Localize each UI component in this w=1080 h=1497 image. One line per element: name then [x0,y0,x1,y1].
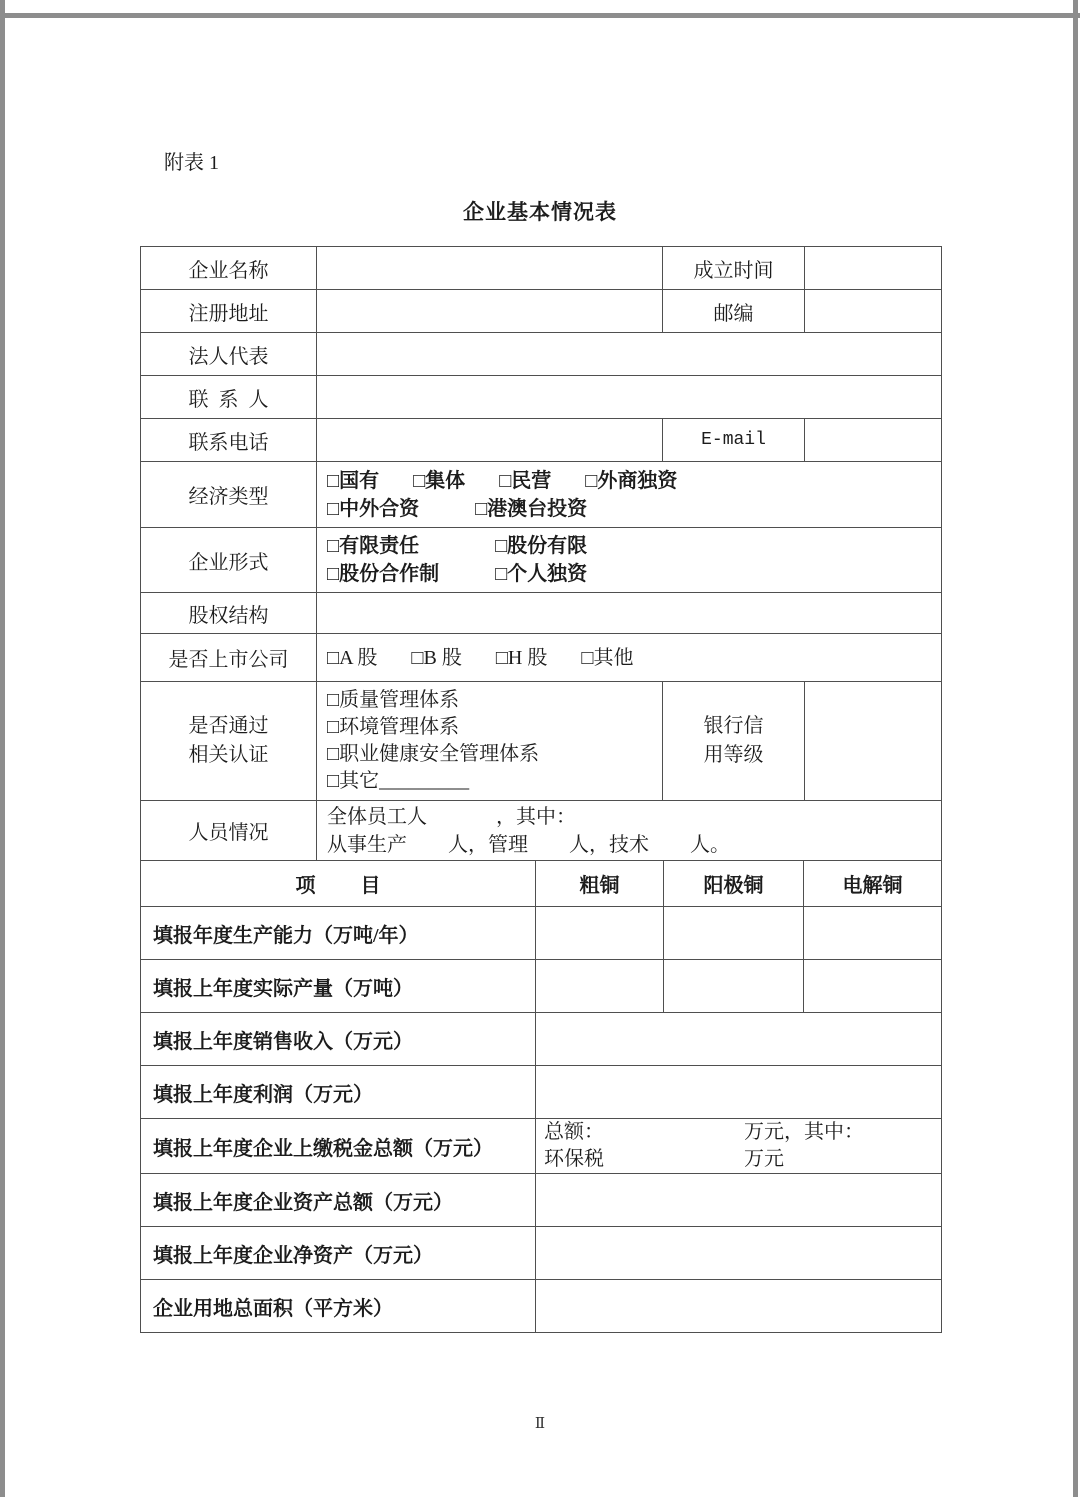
company-name-label: 企业名称 [141,247,317,290]
basic-info-table [140,246,942,861]
equity-structure-input-cell[interactable] [317,593,942,634]
page-border-top [0,13,1080,18]
table-row [141,419,942,462]
enterprise-form-options-line2 [327,560,937,588]
checkbox-private[interactable]: □民营 [499,469,552,492]
checkbox-ohs-system[interactable]: □职业健康安全管理体系 [327,743,540,765]
bank-credit-label-text: 银行信用等级 [703,715,764,766]
capacity-cathode-input-cell[interactable] [804,907,942,960]
table-row [141,1013,942,1066]
attachment-label: 附表 1 [164,152,219,174]
certification-label [141,682,317,801]
checkbox-sole-proprietorship[interactable]: □个人独资 [495,563,588,585]
tax-input-cell[interactable] [536,1119,942,1174]
table-row [141,528,942,593]
checkbox-other-certification[interactable]: □其它_________ [327,770,470,792]
founded-date-input-cell[interactable] [805,247,942,290]
table-row [141,333,942,376]
crude-copper-column-header: 粗铜 [536,861,664,907]
total-assets-input-cell[interactable] [536,1174,942,1227]
enterprise-form-label: 企业形式 [141,528,317,593]
founded-date-label: 成立时间 [663,247,805,290]
checkbox-sino-foreign-jv[interactable]: □中外合资 [327,497,420,520]
production-metrics-table [140,860,942,1333]
net-assets-input-cell[interactable] [536,1227,942,1280]
page-title: 企业基本情况表 [463,200,617,224]
bank-credit-label [663,682,805,801]
postcode-input-cell[interactable] [805,290,942,333]
personnel-line2-end: 人。 [690,833,730,856]
checkbox-collective[interactable]: □集体 [413,469,466,492]
tax-line1 [544,1119,941,1146]
economic-type-options-line1 [327,467,937,495]
registered-address-input-cell[interactable] [317,290,663,333]
table-row [141,290,942,333]
land-area-input-cell[interactable] [536,1280,942,1333]
item-column-header: 项 目 [141,861,536,907]
phone-input-cell[interactable] [317,419,663,462]
checkbox-state-owned[interactable]: □国有 [327,469,380,492]
enterprise-form-options-line1 [327,532,937,560]
company-name-input-cell[interactable] [317,247,663,290]
legal-representative-input-cell[interactable] [317,333,942,376]
table-row [141,593,942,634]
output-anode-input-cell[interactable] [664,960,804,1013]
capacity-label: 填报年度生产能力（万吨/年） [141,907,536,960]
checkbox-other-listing[interactable]: □其他 [581,646,634,669]
personnel-line1 [327,803,941,831]
listed-options-line [327,644,937,672]
tax-env-suffix: 万元 [744,1148,784,1170]
checkbox-environment-system[interactable]: □环境管理体系 [327,716,460,738]
personnel-technical-prefix: 人，技术 [569,833,649,856]
profit-input-cell[interactable] [536,1066,942,1119]
checkbox-a-share[interactable]: □A 股 [327,646,378,669]
checkbox-limited-liability[interactable]: □有限责任 [327,535,420,557]
email-input-cell[interactable] [805,419,942,462]
table-row [141,1280,942,1333]
sales-revenue-input-cell[interactable] [536,1013,942,1066]
legal-representative-label: 法人代表 [141,333,317,376]
personnel-label: 人员情况 [141,801,317,861]
bank-credit-input-cell[interactable] [805,682,942,801]
personnel-total-suffix: ，其中： [496,805,576,828]
output-cathode-input-cell[interactable] [804,960,942,1013]
checkbox-hk-macao-taiwan[interactable]: □港澳台投资 [475,497,588,520]
sales-revenue-label: 填报上年度销售收入（万元） [141,1013,536,1066]
economic-type-label: 经济类型 [141,462,317,528]
actual-output-label: 填报上年度实际产量（万吨） [141,960,536,1013]
equity-structure-label: 股权结构 [141,593,317,634]
personnel-input-cell[interactable] [317,801,942,861]
enterprise-form-options-cell [317,528,942,593]
net-assets-label: 填报上年度企业净资产（万元） [141,1227,536,1280]
table-row [141,1174,942,1227]
personnel-management-prefix: 人，管理 [448,833,528,856]
phone-label: 联系电话 [141,419,317,462]
email-label: E-mail [663,419,805,462]
table-row [141,247,942,290]
checkbox-joint-stock[interactable]: □股份有限 [495,535,588,557]
table-row [141,376,942,419]
registered-address-label: 注册地址 [141,290,317,333]
capacity-anode-input-cell[interactable] [664,907,804,960]
table-row [141,634,942,682]
checkbox-quality-system[interactable]: □质量管理体系 [327,689,460,711]
total-assets-label: 填报上年度企业资产总额（万元） [141,1174,536,1227]
tax-env-prefix: 环保税 [544,1148,604,1170]
table-header-row [141,861,942,907]
table-row [141,960,942,1013]
tax-line2 [544,1146,941,1173]
certification-label-text: 是否通过相关认证 [188,715,269,766]
table-row [141,682,942,801]
personnel-production-prefix: 从事生产 [327,833,407,856]
checkbox-h-share[interactable]: □H 股 [495,646,548,669]
land-area-label: 企业用地总面积（平方米） [141,1280,536,1333]
personnel-line2 [327,831,941,859]
table-row [141,907,942,960]
checkbox-b-share[interactable]: □B 股 [411,646,462,669]
anode-copper-column-header: 阳极铜 [664,861,804,907]
table-row [141,1119,942,1174]
listed-company-label: 是否上市公司 [141,634,317,682]
economic-type-options-line2 [327,495,937,523]
profit-label: 填报上年度利润（万元） [141,1066,536,1119]
cathode-copper-column-header: 电解铜 [804,861,942,907]
postcode-label: 邮编 [663,290,805,333]
contact-person-label: 联 系 人 [141,376,317,419]
tax-total-prefix: 总额： [544,1121,604,1143]
form-tables [140,246,941,1333]
economic-type-options-cell [317,462,942,528]
checkbox-wholly-foreign[interactable]: □外商独资 [585,469,678,492]
listed-options-cell [317,634,942,682]
checkbox-stock-cooperative[interactable]: □股份合作制 [327,563,440,585]
table-row [141,462,942,528]
certification-options-cell [317,682,663,801]
personnel-total-prefix: 全体员工人 [327,805,427,828]
table-row [141,1066,942,1119]
capacity-crude-input-cell[interactable] [536,907,664,960]
output-crude-input-cell[interactable] [536,960,664,1013]
contact-person-input-cell[interactable] [317,376,942,419]
table-row [141,801,942,861]
tax-total-suffix: 万元，其中： [744,1121,864,1143]
page-number: Ⅱ [534,1416,546,1432]
tax-total-label: 填报上年度企业上缴税金总额（万元） [141,1119,536,1174]
table-row [141,1227,942,1280]
